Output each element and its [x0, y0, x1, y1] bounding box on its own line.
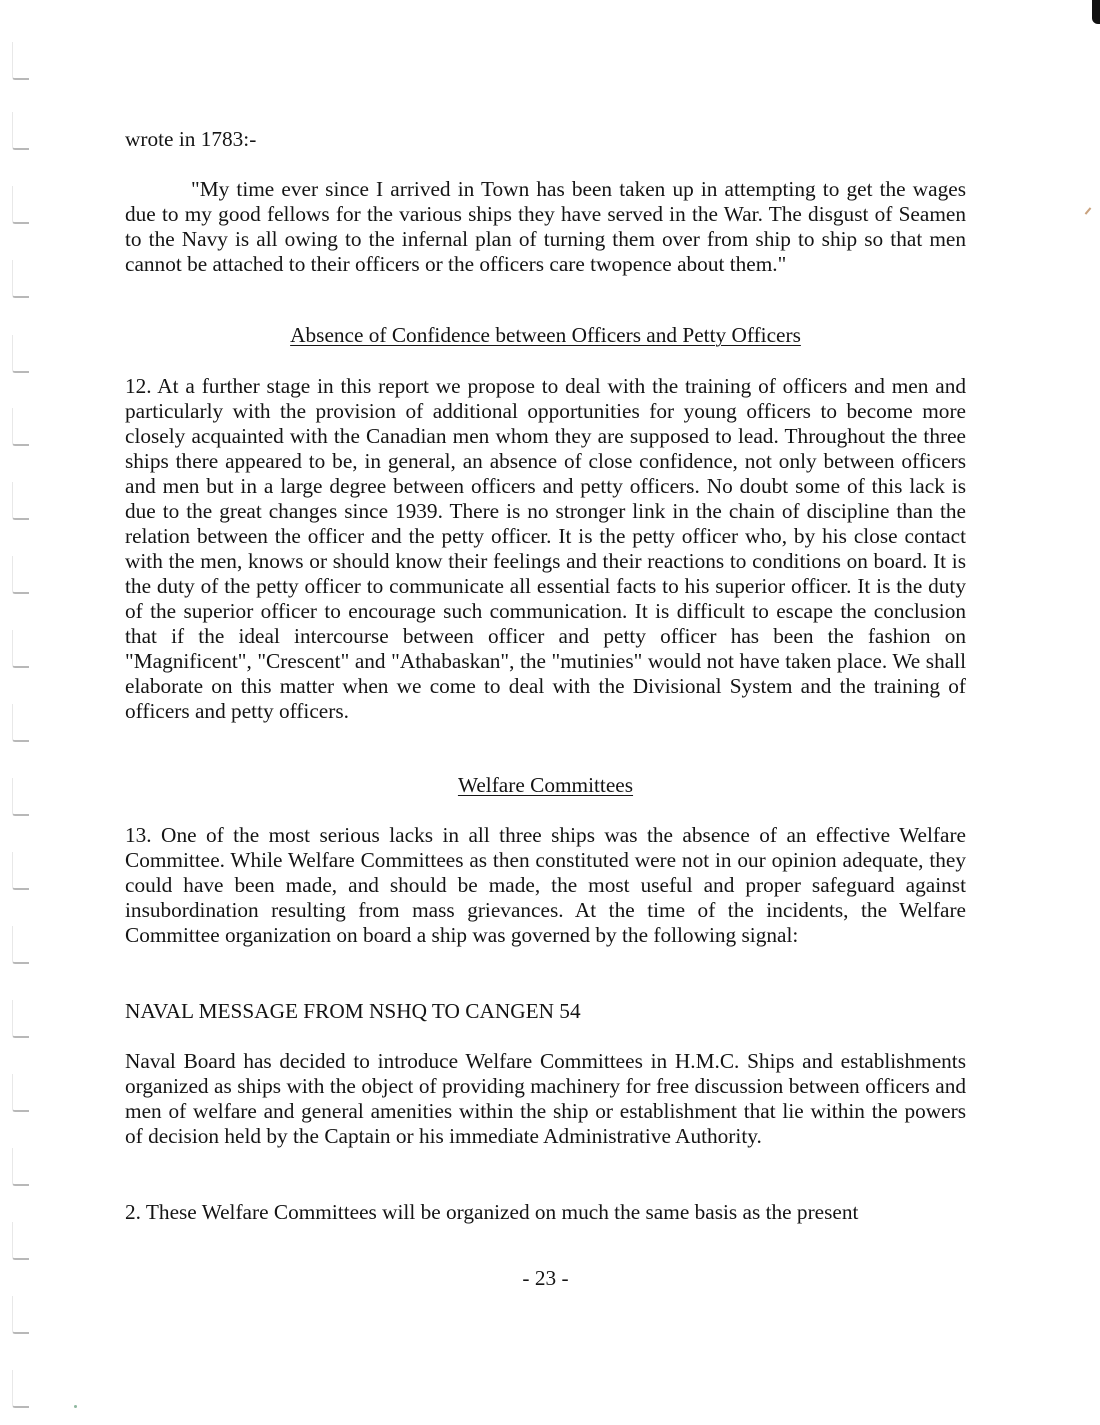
- quotation-paragraph: "My time ever since I arrived in Town has been taken up in attempting to get the wages due to my good fellows for the various ships they have served in the War. The disgust of Seamen to the Navy is all owing to the infernal plan of turning them over from ship to ship so that men cannot be attached to their officers or the officers care twopence about them.": [125, 177, 966, 276]
- binder-mark: [12, 778, 29, 816]
- binder-mark: [12, 335, 29, 373]
- binder-mark: [12, 704, 29, 742]
- binder-mark: [12, 408, 29, 446]
- binder-mark: [12, 556, 29, 594]
- binder-mark: [12, 926, 29, 964]
- section-heading-absence-of-confidence: Absence of Confidence between Officers and Petty Officers: [290, 323, 801, 347]
- naval-message-title: NAVAL MESSAGE FROM NSHQ TO CANGEN 54: [125, 999, 581, 1023]
- paragraph-13: 13. One of the most serious lacks in all three ships was the absence of an effective Welfare Committee. While Welfare Committees as then constituted were not in our opinion adequate, they could have been made, and should be made, the most useful and proper safeguard against insubordination resulting from mass grievances. At the time of the incidents, the Welfare Committee organization on board a ship was governed by the following signal:: [125, 823, 966, 947]
- binder-mark: [12, 1222, 29, 1260]
- binder-mark: [12, 1074, 29, 1112]
- binder-mark: [12, 186, 29, 224]
- binder-mark: [12, 112, 29, 150]
- binder-mark: [12, 1296, 29, 1334]
- naval-message-point-2: 2. These Welfare Committees will be organized on much the same basis as the present: [125, 1200, 859, 1224]
- binder-mark: [12, 260, 29, 298]
- binder-mark: [12, 42, 29, 80]
- paragraph-12: 12. At a further stage in this report we propose to deal with the training of officers and men and particularly with the provision of additional opportunities for young officers to become more closely acquainted with the Canadian men whom they are supposed to lead. Throughout the three ships there appeared to be, in general, an absence of close confidence, not only between officers and men but in a large degree between officers and petty officers. No doubt some of this lack is due to the great changes since 1939. There is no stronger link in the chain of discipline than the relation between the officer and the petty officer. It is the petty officer who, by his close contact with the men, knows or should know their feelings and their reactions to conditions on board. It is the duty of the petty officer to communicate all essential facts to his superior officer. It is the duty of the superior officer to encourage such communication. It is difficult to escape the conclusion that if the ideal intercourse between officer and petty officer has been the fashion on "Magnificent", "Crescent" and "Athabaskan", the "mutinies" would not have taken place. We shall elaborate on this matter when we come to deal with the Divisional System and the training of officers and petty officers.: [125, 374, 966, 723]
- binder-mark: [12, 1000, 29, 1038]
- binder-mark: [12, 1148, 29, 1186]
- binder-mark: [12, 482, 29, 520]
- scan-speck: [74, 1405, 77, 1408]
- scan-corner-mark: [1092, 0, 1100, 24]
- binder-hole-marks: [12, 0, 32, 1425]
- binder-mark: [12, 630, 29, 668]
- binder-mark: [12, 1370, 29, 1408]
- section-heading-welfare-committees: Welfare Committees: [457, 773, 634, 797]
- intro-line: wrote in 1783:-: [125, 127, 257, 151]
- stray-pen-mark: [1085, 207, 1092, 214]
- naval-message-body: Naval Board has decided to introduce Welfare Committees in H.M.C. Ships and establishments organized as ships with the object of providing machinery for free discussion between officers and men of welfare and general amenities within the ship or establishment that lie within the powers of decision held by the Captain or his immediate Administrative Authority.: [125, 1049, 966, 1148]
- page-number: - 23 -: [522, 1266, 569, 1290]
- binder-mark: [12, 852, 29, 890]
